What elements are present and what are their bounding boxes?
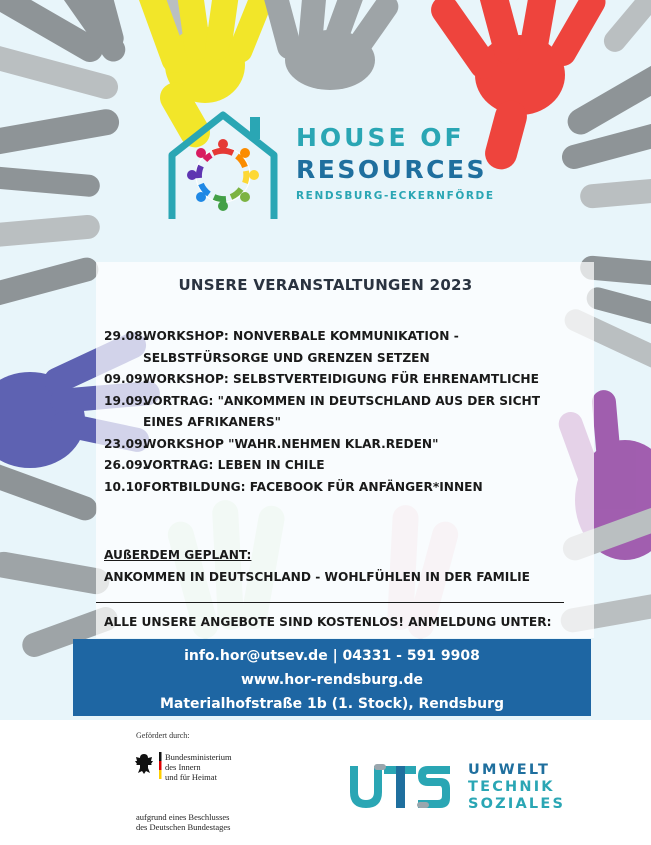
uts-line: TECHNIK [468, 779, 555, 795]
event-title: WORKSHOP "WAHR.NEHMEN KLAR.REDEN" [143, 436, 439, 451]
events-heading: UNSERE VERANSTALTUNGEN 2023 [178, 276, 473, 294]
event-date: 23.09. [104, 436, 148, 451]
event-title-continuation: SELBSTFÜRSORGE UND GRENZEN SETZEN [143, 350, 430, 365]
house-of-resources-logo-icon [160, 107, 286, 222]
ministry-line: des Innern [165, 762, 201, 772]
event-date: 26.09. [104, 458, 148, 472]
ministry-line: und für Heimat [165, 772, 217, 782]
free-offer-note: ALLE UNSERE ANGEBOTE SIND KOSTENLOS! ANMELDUNG UNTER: [104, 615, 552, 629]
resolution-line: aufgrund eines Beschlusses [136, 812, 230, 822]
uts-logo-icon [346, 762, 456, 812]
event-item [104, 369, 584, 391]
event-item [104, 477, 584, 499]
uts-line: SOZIALES [468, 796, 566, 812]
also-planned-text: ANKOMMEN IN DEUTSCHLAND - WOHLFÜHLEN IN DER FAMILIE [104, 570, 530, 584]
event-title-continuation: EINES AFRIKANERS" [143, 415, 281, 429]
uts-tagline [468, 762, 565, 813]
divider [96, 602, 564, 603]
event-item [104, 455, 584, 477]
event-date: 10.10. [104, 479, 148, 494]
events-list [104, 326, 584, 498]
logo-wordmark [296, 125, 495, 202]
event-item [104, 434, 584, 456]
german-flag-stripe-icon [159, 752, 162, 779]
event-date: 09.09. [104, 372, 148, 386]
ministry-line: Bundesministerium [165, 752, 232, 762]
event-title: VORTRAG: "ANKOMMEN IN DEUTSCHLAND AUS DER SICHT [143, 393, 541, 408]
event-title: WORKSHOP: NONVERBALE KOMMUNIKATION - [143, 329, 459, 343]
contact-email-phone[interactable]: info.hor@utsev.de | 04331 - 591 9908 [184, 648, 480, 664]
funded-by-label: Gefördert durch: [136, 731, 190, 740]
bundestag-resolution-note [136, 812, 230, 832]
event-date: 29.08. [104, 329, 148, 343]
event-item [104, 326, 584, 369]
contact-bar [73, 639, 591, 716]
logo-line-1: HOUSE OF [296, 123, 465, 152]
event-title: FORTBILDUNG: FACEBOOK FÜR ANFÄNGER*INNEN [143, 479, 483, 494]
logo-line-2: RESOURCES [296, 155, 488, 184]
also-planned-heading: AUßERDEM GEPLANT: [104, 548, 252, 562]
event-title: VORTRAG: LEBEN IN CHILE [143, 458, 325, 472]
contact-website-link[interactable]: www.hor-rendsburg.de [241, 672, 423, 688]
event-item [104, 391, 584, 434]
uts-line: UMWELT [468, 762, 551, 778]
federal-eagle-icon [134, 752, 154, 776]
event-title: WORKSHOP: SELBSTVERTEIDIGUNG FÜR EHRENAMTLICHE [143, 372, 539, 386]
contact-address: Materialhofstraße 1b (1. Stock), Rendsburg [159, 696, 505, 712]
ministry-name [165, 752, 232, 782]
event-date: 19.09. [104, 393, 148, 408]
resolution-line: des Deutschen Bundestages [136, 822, 231, 832]
logo-line-3: RENDSBURG-ECKERNFÖRDE [296, 190, 495, 202]
